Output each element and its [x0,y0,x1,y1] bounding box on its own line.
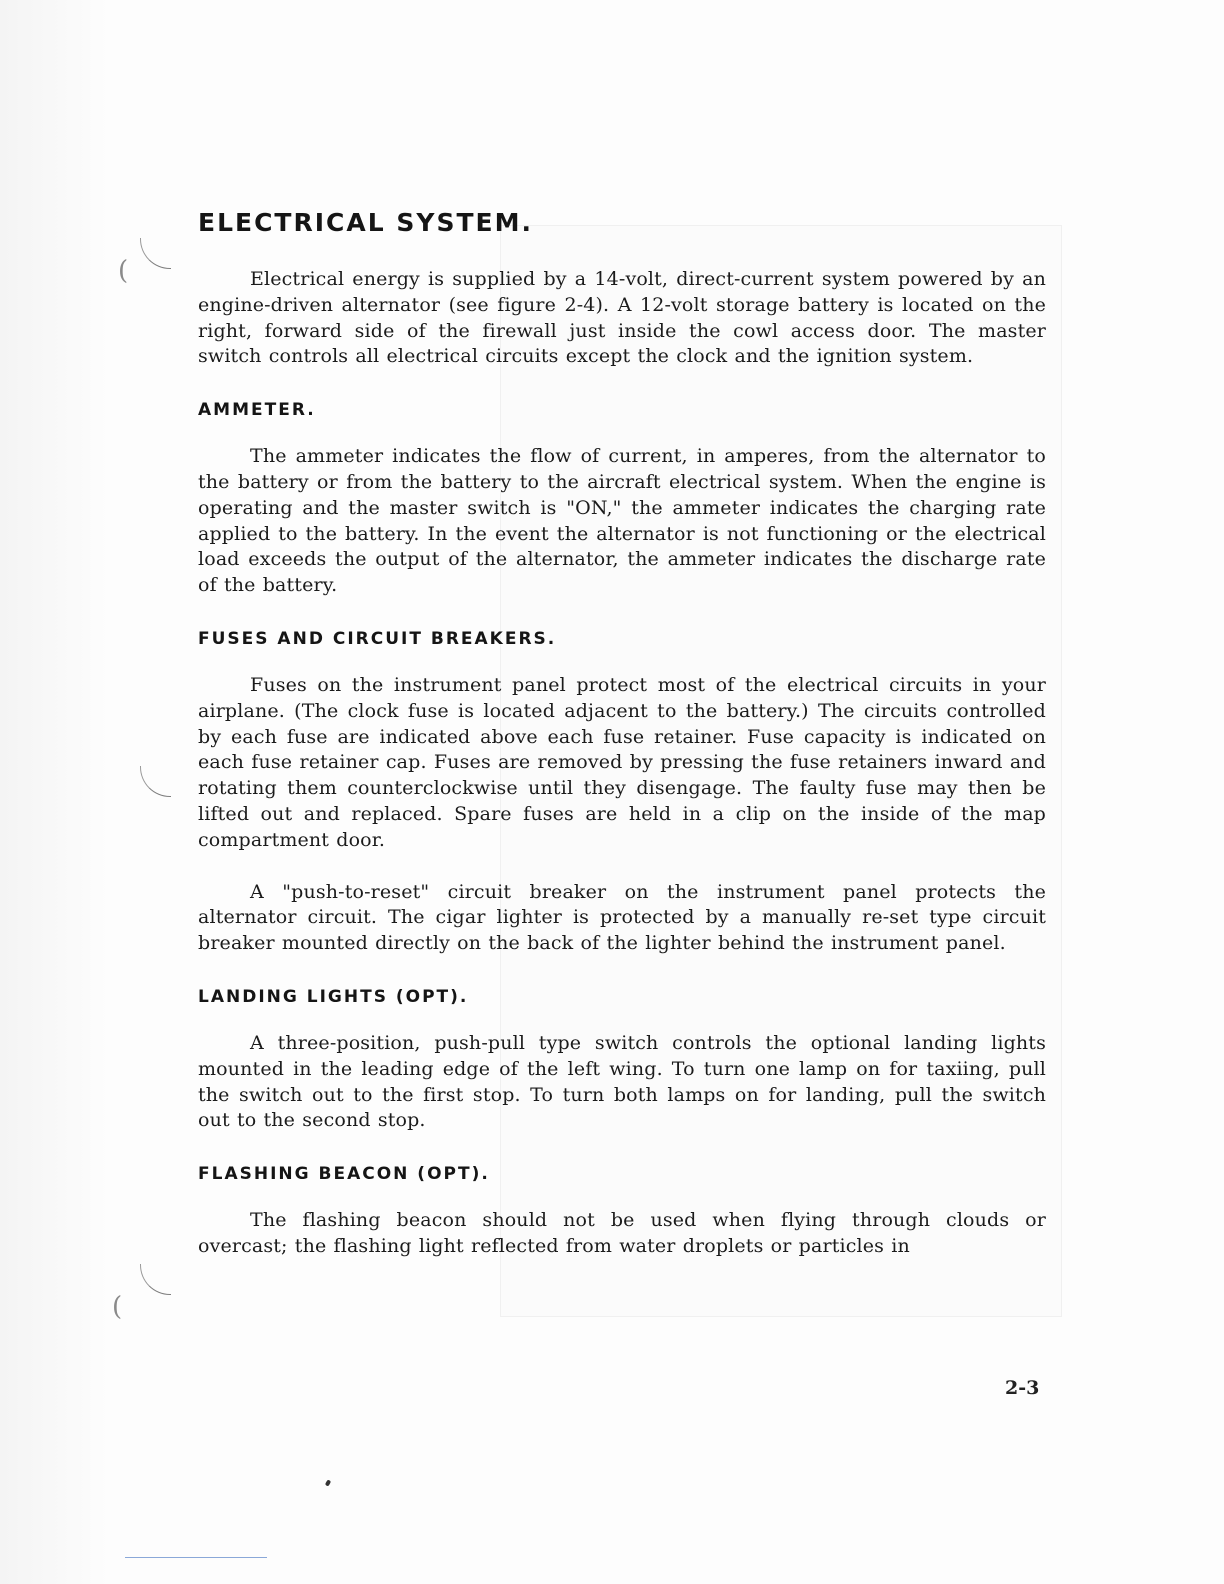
scan-left-shadow [0,0,108,1584]
section-heading-ammeter: AMMETER. [198,400,316,421]
scan-speck [325,1479,331,1486]
paragraph-electrical-system: Electrical energy is supplied by a 14-volt, direct-current system powered by an engine-driven alternator (see figure 2-4). A 12-volt storage battery is located on the right, forward side of the firewall just inside the cowl access door. The master switch controls all electrical circuits except the clock and the ignition system. [198,268,1046,368]
page-number: 2-3 [1005,1377,1040,1399]
binder-hole-paren-top: ( [118,256,129,286]
paragraph-landing-lights: A three-position, push-pull type switch controls the optional landing lights mounted in the leading edge of the left wing. To turn one lamp on for taxiing, pull the switch out to the first stop. To turn both lamps on for landing, pull the switch out to the second stop. [198,1031,1046,1132]
document-body [198,208,1046,1260]
binder-hole-mark-top [140,238,171,269]
section-heading-electrical-system: ELECTRICAL SYSTEM. [198,208,533,237]
binder-hole-mark-bottom [140,1264,171,1295]
binder-hole-mark-middle [140,766,171,797]
paragraph-fuses: Fuses on the instrument panel protect most of the electrical circuits in your airplane. (The clock fuse is located adjacent to the battery.) The circuits controlled by each fuse are indicated above each fuse retainer. Fuse capacity is indicated on each fuse retainer cap. Fuses are removed by pressing the fuse retainers inward and rotating them counterclockwise until they disengage. The faulty fuse may then be lifted out and replaced. Spare fuses are held in a clip on the inside of the map compartment door. [198,673,1046,851]
paragraph-flashing-beacon: The flashing beacon should not be used when flying through clouds or overcast; the flashing light reflected from water droplets or particles in [198,1209,1046,1257]
section-heading-landing-lights: LANDING LIGHTS (OPT). [198,986,469,1007]
paragraph-circuit-breakers: A "push-to-reset" circuit breaker on the instrument panel protects the alternator circuit. The cigar lighter is protected by a manually re-set type circuit breaker mounted directly on the back of the lighter behind the instrument panel. [198,880,1046,955]
paragraph-ammeter: The ammeter indicates the flow of current, in amperes, from the alternator to the battery or from the battery to the aircraft electrical system. When the engine is operating and the master switch is "ON," the ammeter indicates the charging rate applied to the battery. In the event the alternator is not functioning or the electrical load exceeds the output of the alternator, the ammeter indicates the discharge rate of the battery. [198,445,1046,597]
section-heading-fuses-and-circuit-breakers: FUSES AND CIRCUIT BREAKERS. [198,628,557,649]
section-heading-flashing-beacon: FLASHING BEACON (OPT). [198,1164,490,1185]
bottom-scan-line [125,1557,267,1558]
binder-hole-paren-bottom: ( [112,1292,123,1322]
